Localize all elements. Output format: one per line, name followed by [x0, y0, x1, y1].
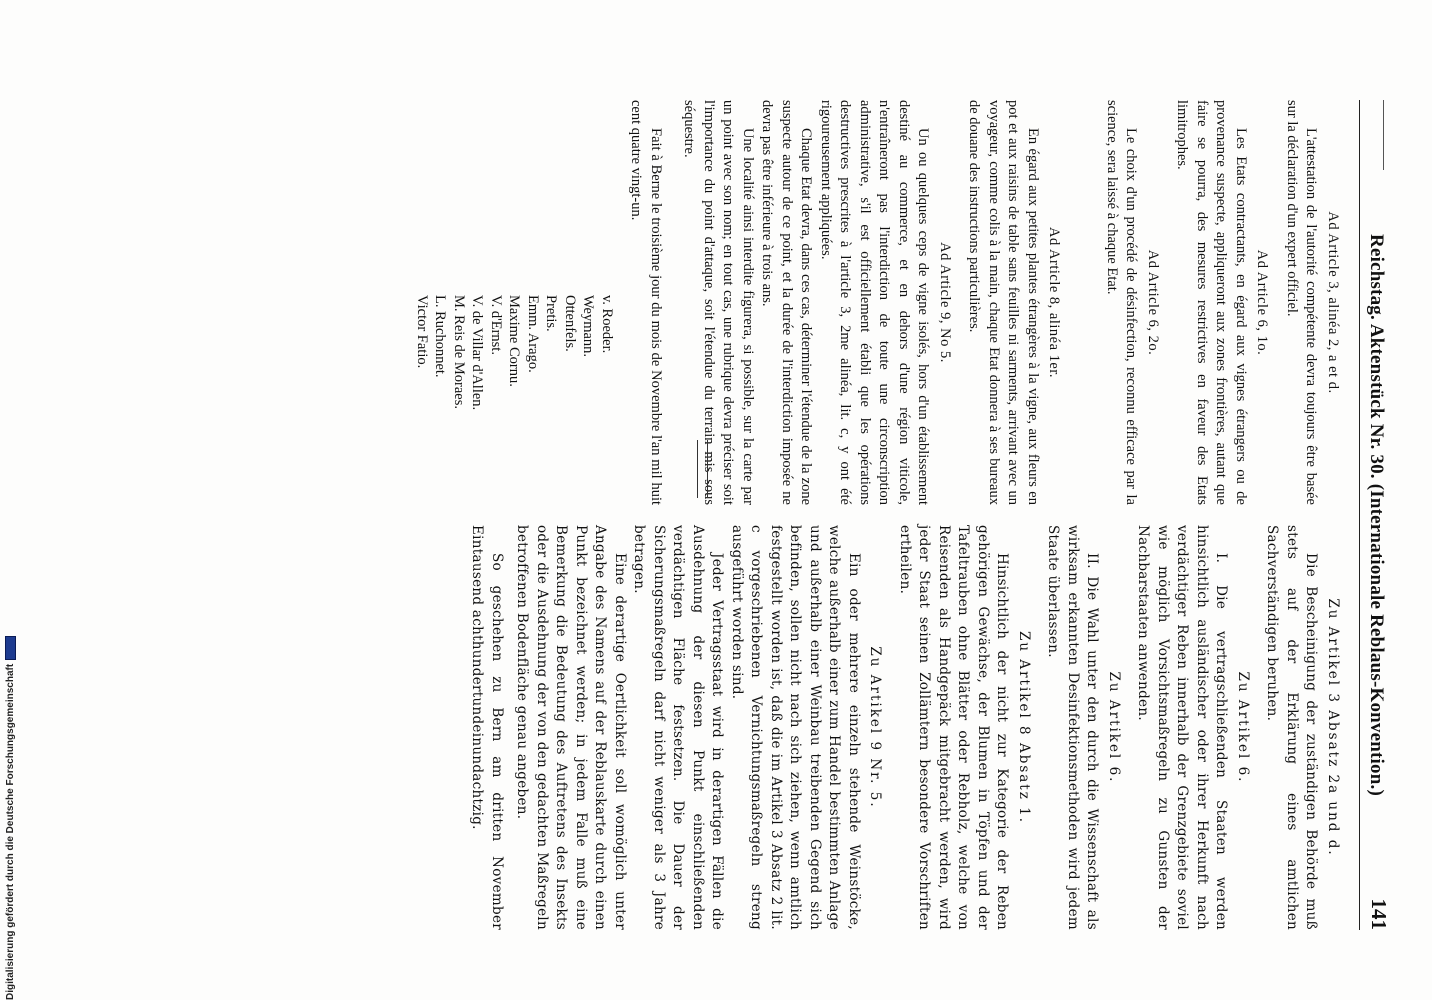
- rotated-document-page: [10, 0, 1400, 1000]
- german-paragraph-art9-b: Jeder Vertragsstaat wird in derartigen Fällen die Ausdehnung der diesen Punkt einschließenden verdächtigen Fläche festsetzen. Die Dauer der Sicherungsmaßregeln darf nicht weniger als 3 Jahre betragen.: [631, 525, 726, 930]
- signature: Maxime Cornu.: [506, 295, 523, 387]
- french-paragraph-art6-1: Les Etats contractants, en égard aux vignes étrangers ou de provenance suspecte, appliqueront aux zones frontières, autant que faire se pourra, des mesures restrictives en faveur des Etats limitrophes.: [1174, 100, 1249, 505]
- german-heading-art6-ii: Zu Artikel 6.: [1106, 671, 1122, 784]
- german-heading-art8: Zu Artikel 8 Absatz 1.: [1016, 630, 1032, 825]
- french-paragraph-art6-2: Le choix d'un procédé de désinfection, reconnu efficace par la science, sera laissé à chaque Etat.: [1104, 100, 1140, 505]
- closing-rule: [697, 440, 698, 498]
- german-paragraph-art6-ii: II. Die Wahl unter den durch die Wissenschaft als wirksam erkannten Desinfektionsmethoden wird jedem Staate überlassen.: [1045, 525, 1101, 930]
- digitization-credit: [4, 0, 18, 1000]
- signature: M. Reis de Moraes.: [451, 295, 467, 409]
- french-heading-art9: Ad Article 9, No 5.: [937, 242, 953, 363]
- german-paragraph-art9-c: Eine derartige Oertlichkeit soll womöglich unter Angabe des Namens auf der Reblauskarte durch einen Punkt bezeichnet werden; in jedem Falle muß eine Bemerkung die Bedeutung des Auftretens des Insekts oder die Ausdehnung der von den gedachten Maßregeln betroffenen Bodenfläche genau angeben.: [514, 525, 628, 930]
- german-heading-art9: Zu Artikel 9 Nr. 5.: [867, 646, 884, 809]
- signature: Victor Fatio.: [414, 295, 430, 369]
- signature: Ottenfels.: [562, 295, 578, 352]
- page-title: Reichstag. Aktenstück Nr. 30. (Internationale Reblaus-Konvention.): [1366, 234, 1387, 796]
- signature: Weymann.: [580, 295, 597, 358]
- german-paragraph-art6-i: I. Die vertragschließenden Staaten werden hinsichtlich ausländischer oder ihrer Herkunft nach verdächtiger Reben innerhalb der Grenzgebiete soviel wie möglich Vorsichtsmaßregeln zu Gunsten der Nachbarstaaten anwenden.: [1135, 525, 1230, 930]
- german-paragraph-art3: Die Bescheinigung der zuständigen Behörde muß stets auf der Erklärung eines amtlichen Sachverständigen beruhen.: [1264, 525, 1320, 930]
- signature-list: [413, 295, 617, 505]
- french-heading-art6-2: Ad Article 6, 2o.: [1145, 249, 1161, 356]
- german-column: [467, 525, 1346, 930]
- signature: V. de Villar d'Allen.: [469, 295, 486, 411]
- french-paragraph-art9-a: Un ou quelques ceps de vigne isolés, hors d'un établissement destiné au commerce, et en dehors d'une région viticole, n'entraîneront pas l'interdiction de toute une circonscription administrative, s'il est officiellement établi que les opérations destructives prescrites à l'article 3, 2me alinéa, lit. c, y ont été rigoureusement appliquées.: [818, 100, 932, 505]
- page-number: 141: [1367, 898, 1391, 930]
- german-heading-art6-i: Zu Artikel 6.: [1235, 671, 1251, 784]
- signature: V. d'Ernst.: [488, 295, 504, 355]
- page-header: [1359, 100, 1390, 930]
- signature: Pretis.: [543, 295, 560, 332]
- german-paragraph-art8: Hinsichtlich der nicht zur Kategorie der Reben gehörigen Gewächse, der Blumen in Töpfen und der Tafeltrauben ohne Blätter oder Rebholz, welche von Reisenden als Handgepäck mitgebracht werden, wird jeder Staat seinen Zollämtern besondere Vorschriften ertheilen.: [897, 525, 1011, 930]
- dfg-logo-icon: [5, 636, 16, 660]
- french-paragraph-art8: En égard aux petites plantes étrangères à la vigne, aux fleurs en pot et aux raisins de table sans feuilles ni sarments, arrivant avec un voyageur, comme colis à la main, chaque Etat donnera à ses bureaux de douane des instructions particulières.: [966, 100, 1041, 505]
- signature: v. Roeder.: [599, 295, 615, 354]
- french-closing: Fait à Berne le troisième jour du mois de Novembre l'an mil huit cent quatre vingt-un.: [628, 100, 664, 505]
- digitization-credit-text: Digitalisierung gefördert durch die Deutsche Forschungsgemeinschaft: [5, 663, 16, 1000]
- french-paragraph-art9-c: Une localité ainsi interdite figurera, si possible, sur la carte par un point avec son nom; en tout cas, une rubrique devra préciser soit l'importance du point d'attaque, soit l'étendue du terrain mis sous séquestre.: [681, 100, 756, 505]
- french-paragraph-art3: L'attestation de l'autorité compétente devra toujours être basée sur la déclaration d'un expert officiel.: [1284, 100, 1320, 505]
- signature: Emm. Arago.: [525, 295, 541, 373]
- french-paragraph-art9-b: Chaque Etat devra, dans ces cas, déterminer l'étendue de la zone suspecte autour de ce point, et la durée de l'interdiction imposée ne devra pas être inférieure à trois ans.: [759, 100, 815, 505]
- french-column: [413, 100, 1347, 505]
- signature: L. Ruchonnet.: [432, 295, 449, 378]
- german-heading-art3: Zu Artikel 3 Absatz 2a und d.: [1325, 598, 1341, 857]
- german-paragraph-art9-a: Ein oder mehrere einzeln stehende Weinstöcke, welche außerhalb einer zum Handel bestimmten Anlage und außerhalb einer Weinbau treibenden Gegend sich befinden, sollen nicht nach sich ziehen, wenn amtlich festgestellt worden ist, daß die im Artikel 3 Absatz 2 lit. c vorgeschriebenen Vernichtungsmaßregeln streng ausgeführt worden sind.: [729, 525, 862, 930]
- closing-rule: [707, 440, 708, 498]
- french-heading-art6-1: Ad Article 6, 1o.: [1254, 249, 1271, 356]
- french-heading-art8: Ad Article 8, alinéa 1er.: [1046, 226, 1063, 378]
- french-heading-art3: Ad Article 3, alinéa 2, a et d.: [1325, 211, 1341, 394]
- german-closing: So geschehen zu Bern am dritten November Eintausend achthundertundeinundachtzig.: [469, 525, 505, 930]
